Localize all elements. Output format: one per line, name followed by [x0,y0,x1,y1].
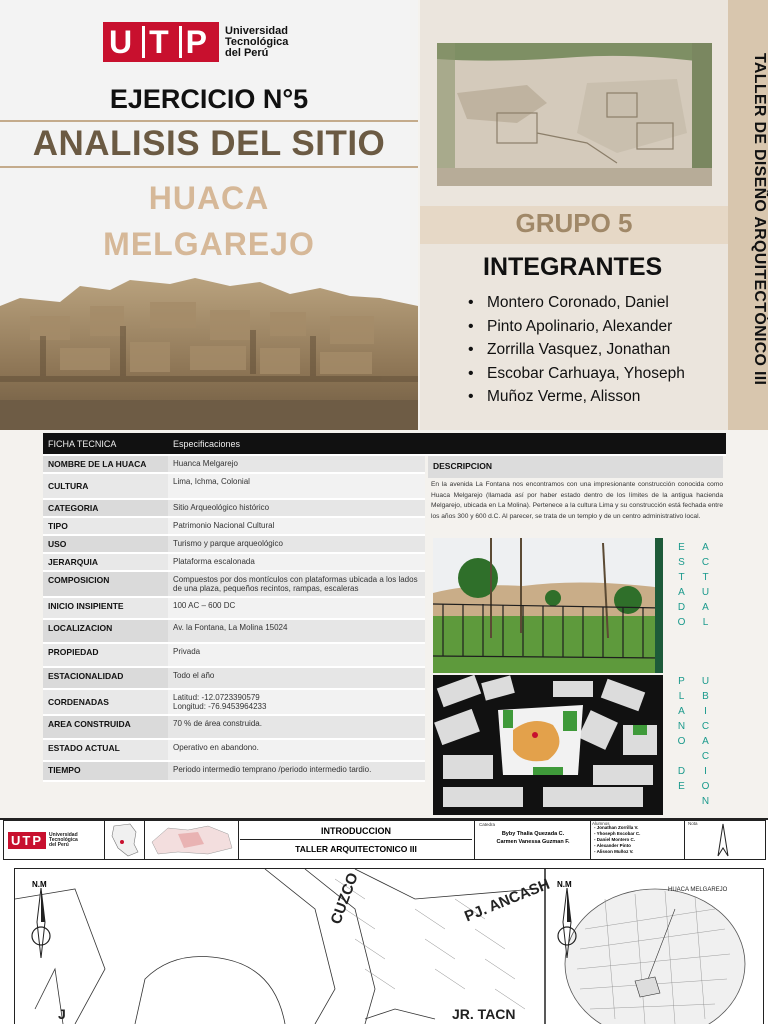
label-actual: ACTUAL [700,542,711,632]
north-arrow-icon [26,888,56,958]
utp-logo [103,22,288,62]
group-title: GRUPO 5 [515,208,633,238]
logo-letter-p: P [185,23,213,60]
docentes: Byby Thalia Quezada C. Carmen Vanessa Guzman F. [496,831,570,845]
huaca-ruins-photo [0,276,418,430]
sheet-title: INTRODUCCION [240,822,472,840]
list-item: • Montero Coronado, Daniel [468,291,685,315]
street-label: J [58,1006,66,1022]
site-plan-drawing [15,869,763,1024]
university-name: Universidad Tecnológica del Perú [225,24,289,59]
label-ubicacion: UBICACION [700,676,711,811]
table-row: JERARQUIA Plataforma escalonada [43,553,726,571]
table-row: TIPO Patrimonio Nacional Cultural [43,517,726,535]
alumnos: - Jonathan Zorrilla V. - Yhoseph Escobar C. - Daniel Montero C. - Alexander Pinto - Alisson Muñoz V. [594,825,641,854]
table-row: ESTADO ACTUAL Operativo en abandono. [43,739,726,761]
site-name-line1: HUACA [148,180,270,216]
street-label: CUZCO [327,870,362,927]
table-row: CATEGORIA Sitio Arqueológico histórico [43,499,726,517]
list-item: • Muñoz Verme, Alisson [468,385,685,409]
divider [0,120,418,122]
description-heading: DESCRIPCION [428,456,723,478]
label-plano: PLANO [676,676,687,751]
table-row: PROPIEDAD Privada [43,643,726,667]
alumnos-label: Alumnos [592,821,610,826]
table-row: LOCALIZACION Av. la Fontana, La Molina 15024 [43,619,726,643]
current-state-photo [433,538,663,673]
north-label: N.M [557,880,572,889]
table-row: AREA CONSTRUIDA 70 % de área construida. [43,715,726,739]
north-arrow-icon [552,888,582,958]
column-header: Especificaciones [168,433,425,455]
peru-map-thumbnail [108,822,142,858]
title-block-logo: UTP Universidad Tecnológica del Perú [8,832,78,849]
course-title: TALLER DE DISEÑO ARQUITECTÓNICO III [751,52,768,386]
table-row: INICIO INSIPIENTE 100 AC – 600 DC [43,597,726,619]
table-row: NOMBRE DE LA HUACA Huanca Melgarejo [43,455,726,473]
aerial-site-photo [437,43,712,186]
logo-letter-t: T [149,23,175,60]
label-estado: ESTADO [676,542,687,632]
table-row: ESTACIONALIDAD Todo el año [43,667,726,689]
description-text: En la avenida La Fontana nos encontramos con una impresionante construcción conocida como Huaca Melgarejo (llamada así por haber estado dentro de los límites de la antigua hacienda Melgarejo, ubicada en La Molina). Pertenece a la cultura Lima y su construcción está fechada entre los años 300 y 600 d.C. Al parecer, se trata de un templo y de un centro administrativo local. [431,481,723,520]
members-heading: INTEGRANTES [483,253,663,281]
column-header: FICHA TECNICA [43,433,168,455]
subject-title: ANALISIS DEL SITIO [32,124,386,163]
sheet-course: TALLER ARQUITECTONICO III [295,844,417,854]
north-arrow-icon [708,822,738,858]
huaca-plan-label: HUACA MELGAREJO [668,887,728,893]
logo-letter-u: U [109,23,139,60]
location-plan [433,675,663,815]
table-row: CULTURA Lima, Ichma, Colonial [43,473,726,499]
table-row: CORDENADAS Latitud: -12.0723390579 Longitud: -76.9453964233 [43,689,726,715]
list-item: • Escobar Carhuaya, Yhoseph [468,362,685,386]
nota-label: Nota [688,821,698,826]
list-item: • Zorrilla Vasquez, Jonathan [468,338,685,362]
label-de: DE [676,766,687,796]
north-label: N.M [32,880,47,889]
street-label: PJ. ANCASH [462,875,553,926]
table-row: COMPOSICION Compuestos por dos montículos con plataformas ubicada a los lados de una plaza, pequeños recintos, rampas, escaleras [43,571,726,597]
street-label: JR. TACN [452,1006,516,1022]
divider [0,166,418,168]
exercise-title: EJERCICIO N°5 [109,84,309,114]
list-item: • Pinto Apolinario, Alexander [468,315,685,339]
table-header [43,433,726,455]
table-row: TIEMPO Periodo intermedio temprano /periodo intermedio tardio. [43,761,726,781]
docentes-label: Catedra [479,822,496,827]
members-list [468,291,685,409]
district-map-thumbnail [148,822,236,858]
site-name-line2: MELGAREJO [103,226,315,262]
table-row: USO Turismo y parque arqueológico [43,535,726,553]
